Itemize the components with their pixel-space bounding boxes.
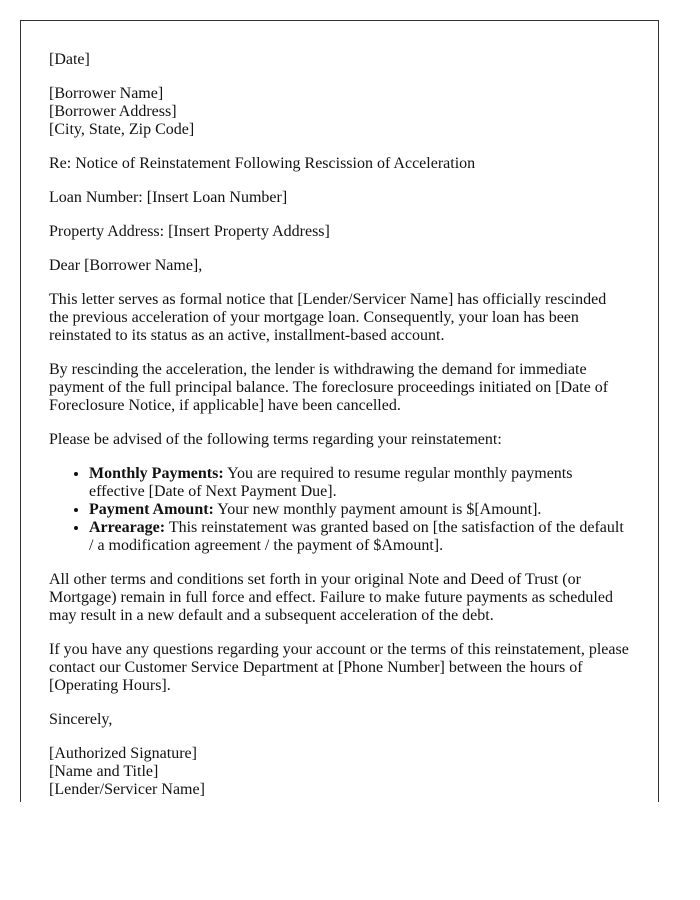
term-item-monthly-payments bbox=[89, 465, 629, 501]
body-paragraph: This letter serves as formal notice that [Lender/Servicer Name] has officially rescinded the previous acceleration of your mortgage loan. Consequently, your loan has been reinstated to its status as an active, installment-based account. bbox=[49, 291, 607, 344]
body-paragraph: Please be advised of the following terms regarding your reinstatement: bbox=[49, 431, 502, 448]
recipient-address: [Borrower Address] bbox=[49, 103, 177, 120]
signer-name-title: [Name and Title] bbox=[49, 763, 159, 780]
loan-number: Loan Number: [Insert Loan Number] bbox=[49, 189, 288, 206]
term-text: This reinstatement was granted based on [the satisfaction of the default / a modification agreement / the payment of $Amount]. bbox=[89, 519, 624, 554]
signature: [Authorized Signature] bbox=[49, 745, 197, 762]
subject-line: Re: Notice of Reinstatement Following Rescission of Acceleration bbox=[49, 155, 476, 172]
term-label: Payment Amount: bbox=[89, 501, 214, 518]
term-item-arrearage bbox=[89, 519, 629, 555]
closing-paragraph: If you have any questions regarding your account or the terms of this reinstatement, please contact our Customer Service Department at [Phone Number] between the hours of [Operating Hours]. bbox=[49, 641, 629, 694]
letter-date: [Date] bbox=[49, 51, 90, 68]
property-address: Property Address: [Insert Property Address] bbox=[49, 223, 330, 240]
signoff: Sincerely, bbox=[49, 711, 113, 728]
signature-block bbox=[49, 745, 629, 799]
term-label: Monthly Payments: bbox=[89, 465, 224, 482]
term-label: Arrearage: bbox=[89, 519, 166, 536]
body-paragraph: By rescinding the acceleration, the lender is withdrawing the demand for immediate payment of the full principal balance. The foreclosure proceedings initiated on [Date of Foreclosure Notice, if applicable] have been cancelled. bbox=[49, 361, 609, 414]
letter-page bbox=[20, 20, 659, 802]
lender-name: [Lender/Servicer Name] bbox=[49, 781, 205, 798]
recipient-name: [Borrower Name] bbox=[49, 85, 164, 102]
recipient-city-state-zip: [City, State, Zip Code] bbox=[49, 121, 195, 138]
recipient-address-block bbox=[49, 85, 629, 139]
closing-paragraph: All other terms and conditions set forth in your original Note and Deed of Trust (or Mortgage) remain in full force and effect. Failure to make future payments as scheduled may result in a new default and a subsequent acceleration of the debt. bbox=[49, 571, 613, 624]
terms-list bbox=[49, 465, 629, 555]
term-item-payment-amount bbox=[89, 501, 629, 519]
salutation: Dear [Borrower Name], bbox=[49, 257, 203, 274]
term-text: Your new monthly payment amount is $[Amount]. bbox=[213, 501, 542, 518]
term-text: You are required to resume regular monthly payments effective [Date of Next Payment Due]. bbox=[89, 465, 573, 500]
